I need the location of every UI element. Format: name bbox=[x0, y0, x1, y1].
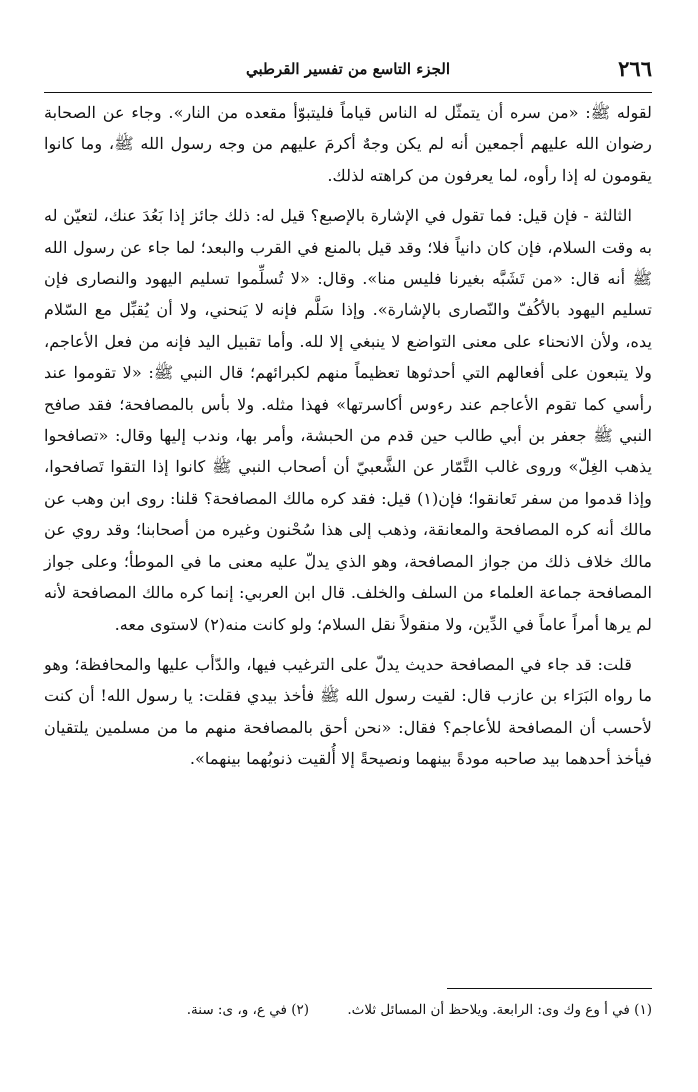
footnote-1: (١) في أ وع وك وى: الرابعة. ويلاحظ أن المسائل ثلاث. bbox=[347, 1002, 652, 1018]
footnote-divider bbox=[447, 988, 652, 989]
running-title: الجزء التاسع من تفسير القرطبي bbox=[246, 60, 450, 78]
paragraph-3: قلت: قد جاء في المصافحة حديث يدلّ على الترغيب فيها، والدّأب عليها والمحافظة؛ وهو ما رواه البَرَاء بن عازب قال: لقيت رسول الله ﷺ فأخذ بيدي فقلت: يا رسول الله! أن كنت لأحسب أن المصافحة للأعاجم؟ فقال: «نحن أحق بالمصافحة منهم ما من مسلمين يلتقيان فيأخذ أحدهما بيد صاحبه مودةً بينهما ونصيحةً إلا أُلقيت ذنوبُهما بينهما». bbox=[44, 654, 652, 769]
main-text bbox=[44, 97, 652, 775]
footnote-2: (٢) في ع، و، ى: سنة. bbox=[186, 1002, 310, 1018]
page-header bbox=[44, 52, 652, 93]
page-number: ٢٦٦ bbox=[618, 56, 652, 81]
paragraph-1: لقوله ﷺ: «من سره أن يتمثّل له الناس قياماً فليتبوّأ مقعده من النار». وجاء عن الصحابة رضوان الله عليهم أجمعين أنه لم يكن وجهٌ أكرمَ عليهم من وجه رسول الله ﷺ، وما كانوا يقومون له إذا رأوه، لما يعرفون من كراهته لذلك. bbox=[44, 103, 652, 185]
footnotes bbox=[44, 998, 652, 1022]
paragraph-2: الثالثة - فإن قيل: فما تقول في الإشارة بالإصبع؟ قيل له: ذلك جائز إذا بَعُدَ عنك، لتعيّن له به وقت السلام، فإن كان دانياً فلا؛ وقد قيل بالمنع في القرب والبعد؛ لما جاء عن رسول الله ﷺ أنه قال: «من تَشَبَّه بغيرنا فليس منا». وقال: «لا تُسلِّموا تسليم اليهود والنصارى فإن تسليم اليهود بالأكُفّ والنّصارى بالإشارة». وإذا سَلَّم فإنه لا يَنحني، ولا أن يُقبِّل مع السّلام يده، ولأن الانحناء على معنى التواضع لا ينبغي إلا لله. وأما تقبيل اليد فإنه من فعل الأعاجم، ولا يتبعون على أفعالهم التي أحدثوها تعظيماً منهم لكبرائهم؛ قال النبي ﷺ: «لا تقوموا عند رأسي كما تقوم الأعاجم عند رءوس أكاسرتها» فهذا مثله. ولا بأس بالمصافحة؛ فقد صافح النبي ﷺ جعفر بن أبي طالب حين قدم من الحبشة، وأمر بها، وندب إليها وقال: «تصافحوا يذهب الغِلّ» وروى غالب التَّمّار عن الشَّعبيّ أن أصحاب النبي ﷺ كانوا إذا التقوا تَصافحوا، وإذا قدموا من سفر تَعانقوا؛ فإن(١) قيل: فقد كره مالك المصافحة؟ قلنا: روى ابن وهب عن مالك أنه كره المصافحة والمعانقة، وذهب إلى هذا سُحْنون وغيره من أصحابنا؛ وقد روي عن مالك خلاف ذلك من جواز المصافحة، وهو الذي يدلّ عليه معنى ما في الموطأ؛ وعلى جواز المصافحة جماعة العلماء من السلف والخلف. قال ابن العربي: إنما كره مالك المصافحة لأنه لم يرها أمراً عاماً في الدِّين، ولا منقولاً نقل السلام؛ ولو كانت منه(٢) لاستوى معه. bbox=[44, 206, 652, 634]
